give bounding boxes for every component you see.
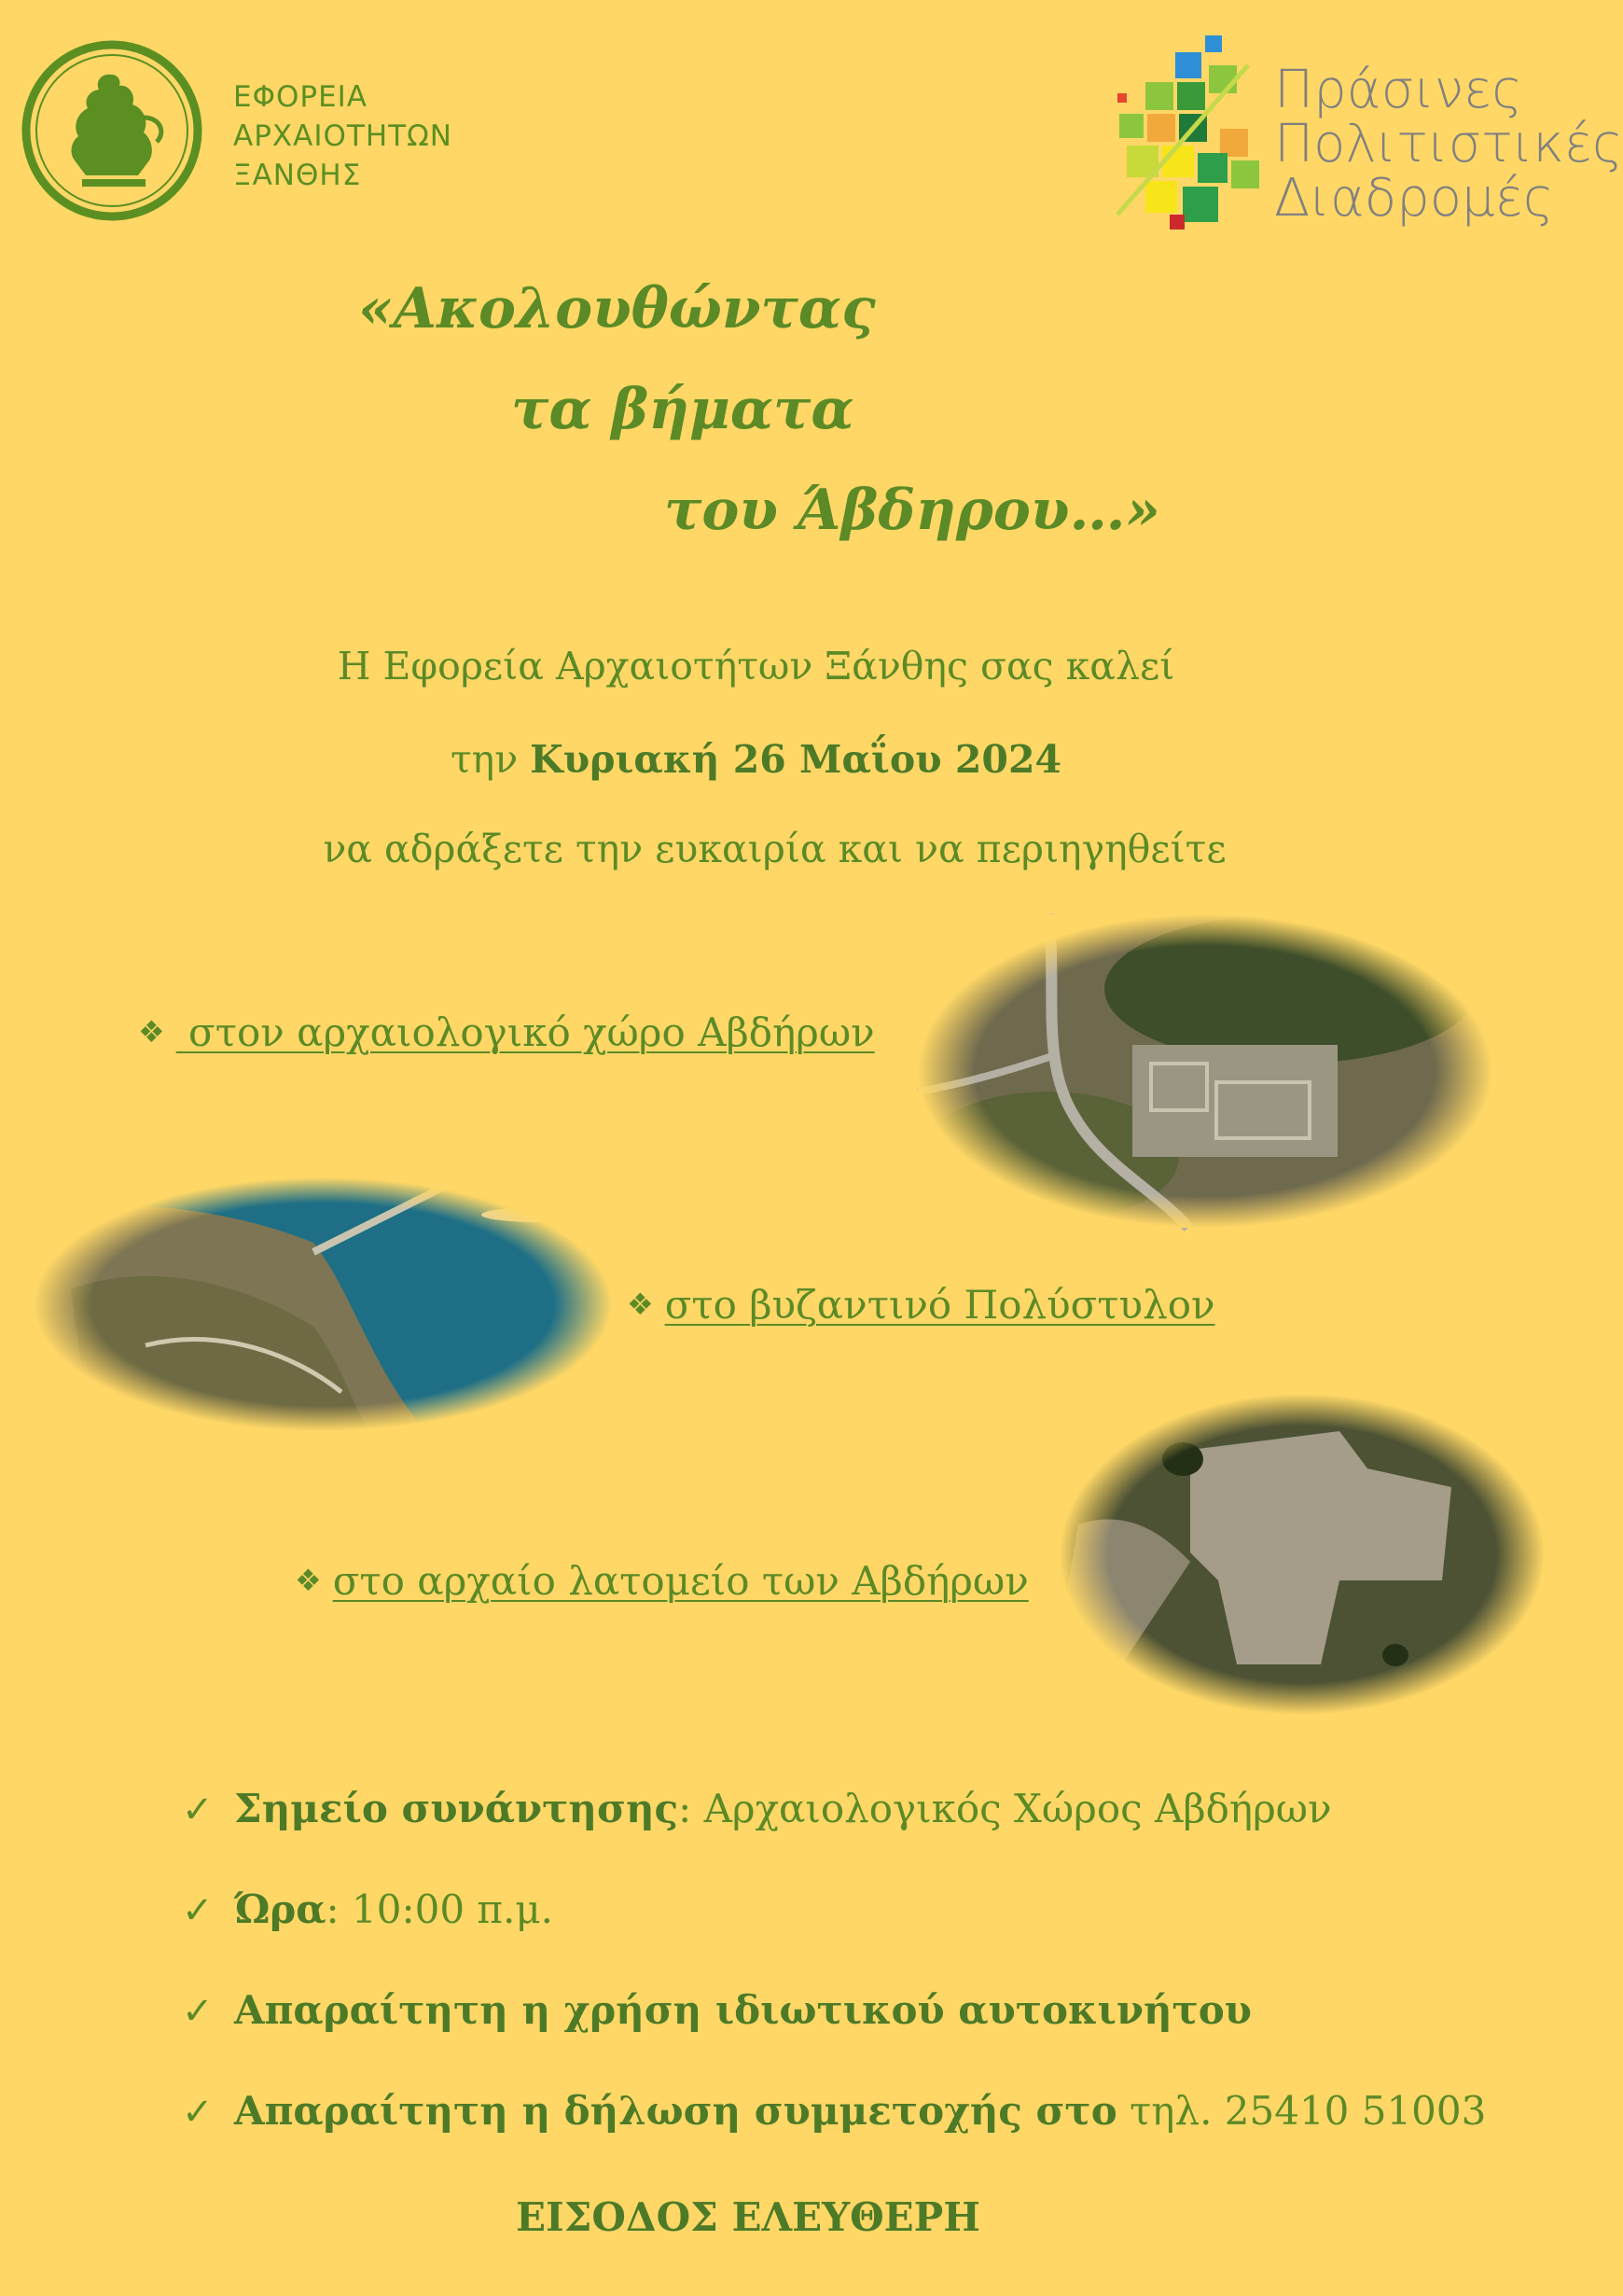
intro-line-2-prefix: την xyxy=(450,737,531,782)
site-label-2: στο βυζαντινό Πολύστυλον xyxy=(664,1282,1215,1328)
aerial-quarry-image xyxy=(1060,1394,1545,1715)
detail-car-required xyxy=(182,1987,1252,2033)
check-icon: ✓ xyxy=(182,1889,214,1932)
griffin-emblem-icon xyxy=(21,39,203,222)
title-line-2: τα βήματα xyxy=(511,377,854,442)
detail-time xyxy=(182,1886,553,1932)
colored-squares-icon xyxy=(1108,28,1285,243)
detail-label-2: Ώρα xyxy=(234,1886,326,1932)
free-entry-notice: ΕΙΣΟΔΟΣ ΕΛΕΥΘΕΡΗ xyxy=(516,2194,980,2240)
ephorate-line-2: ΑΡΧΑΙΟΤΗΤΩΝ xyxy=(233,119,452,153)
check-icon: ✓ xyxy=(182,1990,214,2033)
aerial-photo-quarry xyxy=(1060,1394,1545,1715)
detail-value-4: τηλ. 25410 51003 xyxy=(1117,2088,1487,2134)
ephorate-name xyxy=(233,77,452,195)
program-line-1: Πράσινες xyxy=(1274,60,1523,120)
check-icon: ✓ xyxy=(182,1788,214,1831)
site-link-archaeological[interactable] xyxy=(138,1009,875,1055)
title-line-3: του Άβδηρου…» xyxy=(664,478,1161,543)
site-link-quarry[interactable] xyxy=(295,1558,1029,1604)
aerial-photo-polystylon xyxy=(34,1177,612,1431)
ephorate-line-3: ΞΑΝΘΗΣ xyxy=(233,159,362,192)
aerial-coast-image xyxy=(34,1177,612,1431)
event-date: Κυριακή 26 Μαΐου 2024 xyxy=(530,737,1062,782)
program-line-3: Διαδρομές xyxy=(1274,168,1554,229)
detail-label-1: Σημείο συνάντησης xyxy=(234,1786,679,1831)
intro-line-2 xyxy=(0,737,1549,782)
detail-value-1: : Αρχαιολογικός Χώρος Αβδήρων xyxy=(678,1786,1332,1831)
aerial-site-image xyxy=(918,914,1492,1228)
diamond-bullet-icon: ❖ xyxy=(295,1563,322,1598)
program-name xyxy=(1274,60,1623,229)
detail-label-4: Απαραίτητη η δήλωση συμμετοχής στο xyxy=(234,2088,1117,2134)
diamond-bullet-icon: ❖ xyxy=(627,1287,654,1322)
program-logo xyxy=(1108,28,1285,243)
ephorate-logo xyxy=(21,39,203,222)
diamond-bullet-icon: ❖ xyxy=(138,1014,165,1050)
site-label-1: στον αρχαιολογικό χώρο Αβδήρων xyxy=(175,1009,875,1055)
check-icon: ✓ xyxy=(182,2091,214,2134)
intro-line-3: να αδράξετε την ευκαιρία και να περιηγηθείτε xyxy=(323,827,1227,871)
site-label-3: στο αρχαίο λατομείο των Αβδήρων xyxy=(332,1558,1029,1604)
detail-value-2: : 10:00 π.μ. xyxy=(326,1886,554,1932)
detail-label-3: Απαραίτητη η χρήση ιδιωτικού αυτοκινήτου xyxy=(234,1987,1252,2033)
detail-registration xyxy=(182,2088,1486,2134)
aerial-photo-abdera xyxy=(918,914,1492,1228)
intro-line-1: Η Εφορεία Αρχαιοτήτων Ξάνθης σας καλεί xyxy=(337,644,1175,689)
ephorate-line-1: ΕΦΟΡΕΙΑ xyxy=(233,80,368,114)
detail-meeting-point xyxy=(182,1786,1332,1831)
title-line-1: «Ακολουθώντας xyxy=(358,276,876,341)
site-link-polystylon[interactable] xyxy=(627,1282,1215,1328)
program-line-2: Πολιτιστικές xyxy=(1274,114,1623,174)
